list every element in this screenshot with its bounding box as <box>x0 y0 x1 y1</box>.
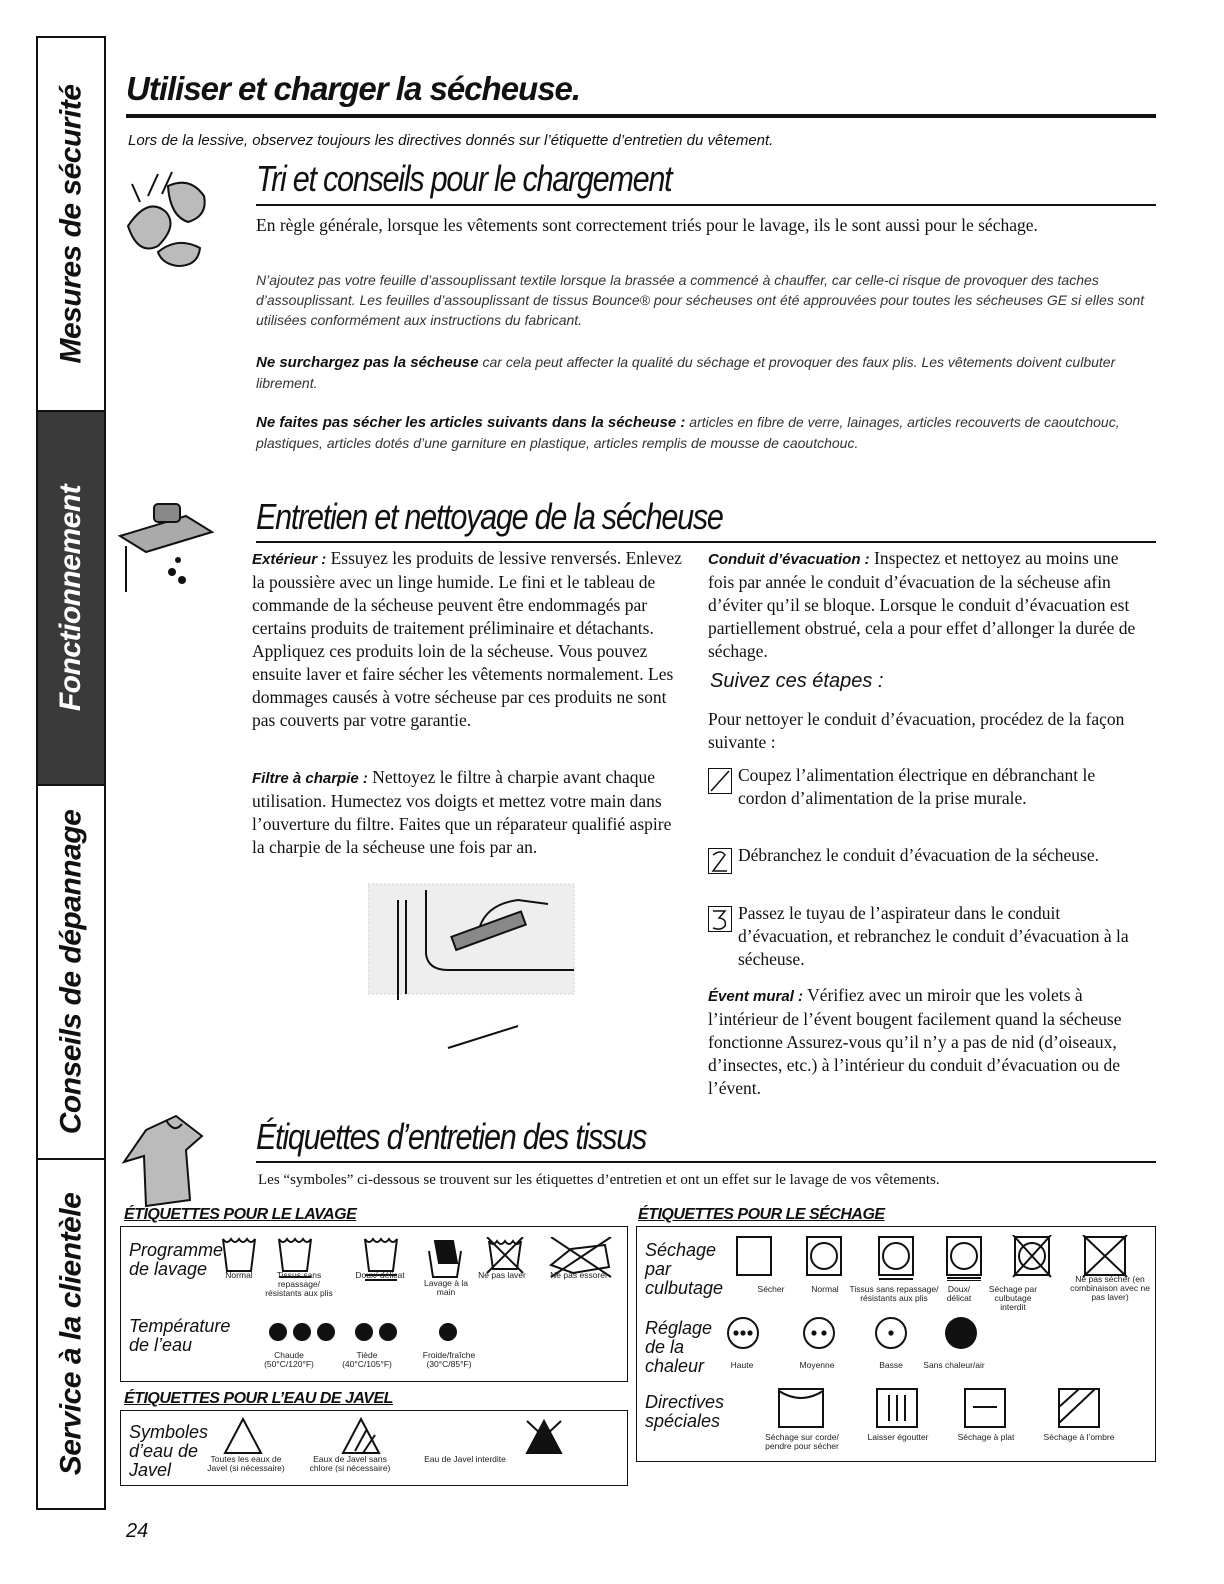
steps-title: Suivez ces étapes : <box>710 670 884 692</box>
care-labels-intro: Les “symboles” ci-dessous se trouvent sur les étiquettes d’entretien et ont un effet sur le lavage de vos vêtements. <box>258 1172 940 1188</box>
tumble-dry-caption: Séchage par culbutage interdit <box>988 1284 1038 1312</box>
sidebar-tab-operation[interactable] <box>38 412 104 786</box>
section-rule <box>256 1161 1156 1163</box>
bleach-caption: Eaux de Javel sans chlore (si nécessaire) <box>309 1454 391 1473</box>
wash-delicate-icon <box>365 1239 397 1271</box>
lint-filter-illustration <box>368 880 578 1050</box>
any-bleach-icon <box>225 1419 261 1453</box>
laundry-illustration <box>118 166 214 270</box>
sidebar-tab-label: Conseils de dépannage <box>54 809 87 1135</box>
step-text: Passez le tuyau de l’aspirateur dans le conduit d’évacuation, et rebranchez le conduit d’évacuation à la sécheuse. <box>738 903 1129 969</box>
bleach-labels-box <box>120 1410 628 1486</box>
section-title-sorting: Tri et conseils pour le chargement <box>256 158 672 199</box>
exhaust-duct-paragraph <box>708 547 1138 663</box>
exterior-text: Essuyez les produits de lessive renversés. Enlevez la poussière avec un linge humide. Le fini et le tableau de commande de la sécheuse peuvent être endommagés par certains produits de traitement préliminaire et détachants. Appliquez ces produits loin de la sécheuse. Vous pouvez ensuite laver et faire sécher les vêtements normalement. Les dommages causés à votre sécheuse par ces produits ne sont pas couverts par votre garantie. <box>252 548 682 730</box>
water-temp-title: Température de l’eau <box>129 1316 231 1355</box>
tumble-dry-caption: Ne pas sécher (en combinaison avec ne pas laver) <box>1070 1274 1150 1302</box>
tumble-dry-caption: Tissus sans repassage/ résistants aux plis <box>849 1284 939 1303</box>
step-number-box <box>708 848 732 874</box>
heat-caption: Basse <box>879 1360 903 1370</box>
wash-permanent-press-icon <box>279 1239 311 1271</box>
wash-cycle-caption: Ne pas laver <box>478 1270 526 1280</box>
sidebar <box>36 36 106 1510</box>
section-title-cleaning: Entretien et nettoyage de la sécheuse <box>256 496 723 537</box>
step-2 <box>708 844 1138 894</box>
wash-cycle-caption: Lavage à la main <box>424 1278 468 1297</box>
tumble-dry-caption: Normal <box>811 1284 839 1294</box>
special-instructions-title: Directives spéciales <box>645 1392 725 1431</box>
wash-cycle-caption: Normal <box>225 1270 253 1280</box>
lint-filter-lead: Filtre à charpie : <box>252 770 368 787</box>
bleach-labels-heading: ÉTIQUETTES POUR L’EAU DE JAVEL <box>124 1390 393 1407</box>
wash-labels-box <box>120 1226 628 1382</box>
wall-vent-text: Vérifiez avec un miroir que les volets à l’intérieur de l’évent bougent facilement quand la sécheuse fonctionne Assurez-vous qu’il n’y a pas de nid (d’oiseaux, d’insectes, etc.) à l’intérieur du conduit d’évacuation ou de l’évent. <box>708 985 1122 1098</box>
hot-water-icon <box>269 1323 335 1346</box>
sorting-general-text: En règle générale, lorsque les vêtements sont correctement triés pour le lavage, ils le sont aussi pour le séchage. <box>256 215 1038 235</box>
wash-cycle-caption: Doux/ délicat <box>355 1270 405 1280</box>
special-caption: Séchage sur corde/ pendre pour sécher <box>765 1432 839 1451</box>
bleach-title: Symboles d’eau de Javel <box>129 1422 209 1480</box>
page-intro: Lors de la lessive, observez toujours les directives donnés sur l’étiquette d’entretien du vêtement. <box>128 132 774 149</box>
exhaust-duct-lead: Conduit d’évacuation : <box>708 551 870 568</box>
donot-dry-note <box>256 412 1146 453</box>
special-caption: Laisser égoutter <box>867 1432 929 1442</box>
dry-labels-heading: ÉTIQUETTES POUR LE SÉCHAGE <box>638 1206 885 1223</box>
section-title-care-labels: Étiquettes d’entretien des tissus <box>256 1116 646 1157</box>
warm-water-icon <box>355 1323 397 1346</box>
lint-filter-paragraph <box>252 766 682 859</box>
tumble-dry-title: Séchage par culbutage <box>645 1240 724 1298</box>
tumble-dry-caption: Doux/ délicat <box>946 1284 972 1303</box>
lint-filter-text: Nettoyez le filtre à charpie avant chaque utilisation. Humectez vos doigts et mettez votre main dans l’ouverture du filtre. Faites que un réparateur qualifié aspire la charpie de la sécheuse une fois par an. <box>252 767 672 857</box>
dry-labels-box <box>636 1226 1156 1462</box>
wash-cycle-caption: Tissus sans repassage/ résistants aux plis <box>265 1270 333 1298</box>
water-temp-caption: Froide/fraîche (30°C/85°F) <box>422 1350 476 1369</box>
page-title: Utiliser et charger la sécheuse. <box>126 70 581 107</box>
special-caption: Séchage à plat <box>957 1432 1015 1442</box>
cold-water-icon <box>439 1323 457 1346</box>
medium-heat-icon <box>804 1318 834 1348</box>
shirt-illustration <box>116 1110 216 1210</box>
title-rule <box>126 114 1156 118</box>
softener-note: N’ajoutez pas votre feuille d’assouplissant textile lorsque la brassée a commencé à chauffer, car celle-ci risque de provoquer des taches d’assouplissant. Les feuilles d’assouplissant de tissus Bounce® pour sécheuses ont été approuvées pour toutes les sécheuses GE si elles sont utilisées conformément aux instructions du fabricant. <box>256 272 1145 328</box>
heat-caption: Haute <box>730 1360 754 1370</box>
bleach-caption: Eau de Javel interdite <box>424 1454 506 1464</box>
section-rule <box>256 204 1156 206</box>
section-rule <box>256 541 1156 543</box>
exhaust-duct-text: Inspectez et nettoyez au moins une fois par année le conduit d’évacuation de la sécheuse afin d’éviter qu’il se bloque. Lorsque le conduit d’évacuation est partiellement obstrué, cela a pour effet d’allonger la durée de séchage. <box>708 548 1136 661</box>
overload-note <box>256 352 1146 393</box>
no-heat-icon <box>945 1317 977 1349</box>
water-temp-caption: Tiède (40°C/105°F) <box>342 1350 392 1369</box>
overload-text: car cela peut affecter la qualité du séchage et provoquer des faux plis. Les vêtements doivent culbuter librement. <box>256 354 1116 391</box>
exterior-paragraph <box>252 547 682 732</box>
step-number-box <box>708 768 732 794</box>
special-instructions-icons <box>777 1387 1107 1431</box>
step-text: Débranchez le conduit d’évacuation de la sécheuse. <box>738 845 1100 865</box>
donot-dry-text: articles en fibre de verre, lainages, articles recouverts de caoutchouc, plastiques, articles dotés d’une garniture en plastique, articles remplis de mousse de caoutchouc. <box>256 414 1120 451</box>
wash-cycle-title: Programme de lavage <box>129 1240 224 1279</box>
sidebar-tab-safety[interactable] <box>38 38 104 412</box>
step-3 <box>708 902 1138 972</box>
step-text: Coupez l’alimentation électrique en débranchant le cordon d’alimentation de la prise murale. <box>738 765 1096 808</box>
sidebar-tab-troubleshooting[interactable] <box>38 786 104 1160</box>
heat-setting-title: Réglage de la chaleur <box>645 1318 713 1376</box>
donot-dry-lead: Ne faites pas sécher les articles suivants dans la sécheuse : <box>256 414 686 431</box>
sidebar-tab-label: Service à la clientèle <box>54 1192 87 1476</box>
sidebar-tab-customer-service[interactable] <box>38 1160 104 1508</box>
dry-in-shade-icon <box>1059 1389 1099 1427</box>
special-caption: Séchage à l’ombre <box>1043 1432 1115 1442</box>
exterior-lead: Extérieur : <box>252 551 327 568</box>
tumble-dry-caption: Sécher <box>757 1284 785 1294</box>
tumble-dry-icon <box>737 1237 771 1275</box>
bleach-caption: Toutes les eaux de Javel (si nécessaire) <box>207 1454 285 1473</box>
overload-lead: Ne surchargez pas la sécheuse <box>256 354 479 371</box>
wash-labels-heading: ÉTIQUETTES POUR LE LAVAGE <box>124 1206 357 1223</box>
cleaning-illustration <box>116 496 216 596</box>
heat-caption: Sans chaleur/air <box>923 1360 985 1370</box>
sidebar-tab-label: Mesures de sécurité <box>54 84 88 364</box>
water-temp-caption: Chaude (50°C/120°F) <box>264 1350 314 1369</box>
heat-caption: Moyenne <box>799 1360 835 1370</box>
steps-intro: Pour nettoyer le conduit d’évacuation, procédez de la façon suivante : <box>708 709 1125 752</box>
step-number-box <box>708 906 732 932</box>
wash-normal-icon <box>223 1239 255 1271</box>
wall-vent-paragraph <box>708 984 1138 1100</box>
heat-setting-icons <box>725 1315 985 1355</box>
step-1 <box>708 764 1138 834</box>
wall-vent-lead: Évent mural : <box>708 988 804 1005</box>
page-number: 24 <box>126 1520 149 1542</box>
sidebar-tab-label: Fonctionnement <box>54 484 88 712</box>
wash-cycle-caption: Ne pas essorer <box>550 1270 608 1280</box>
bleach-icons <box>221 1417 581 1457</box>
